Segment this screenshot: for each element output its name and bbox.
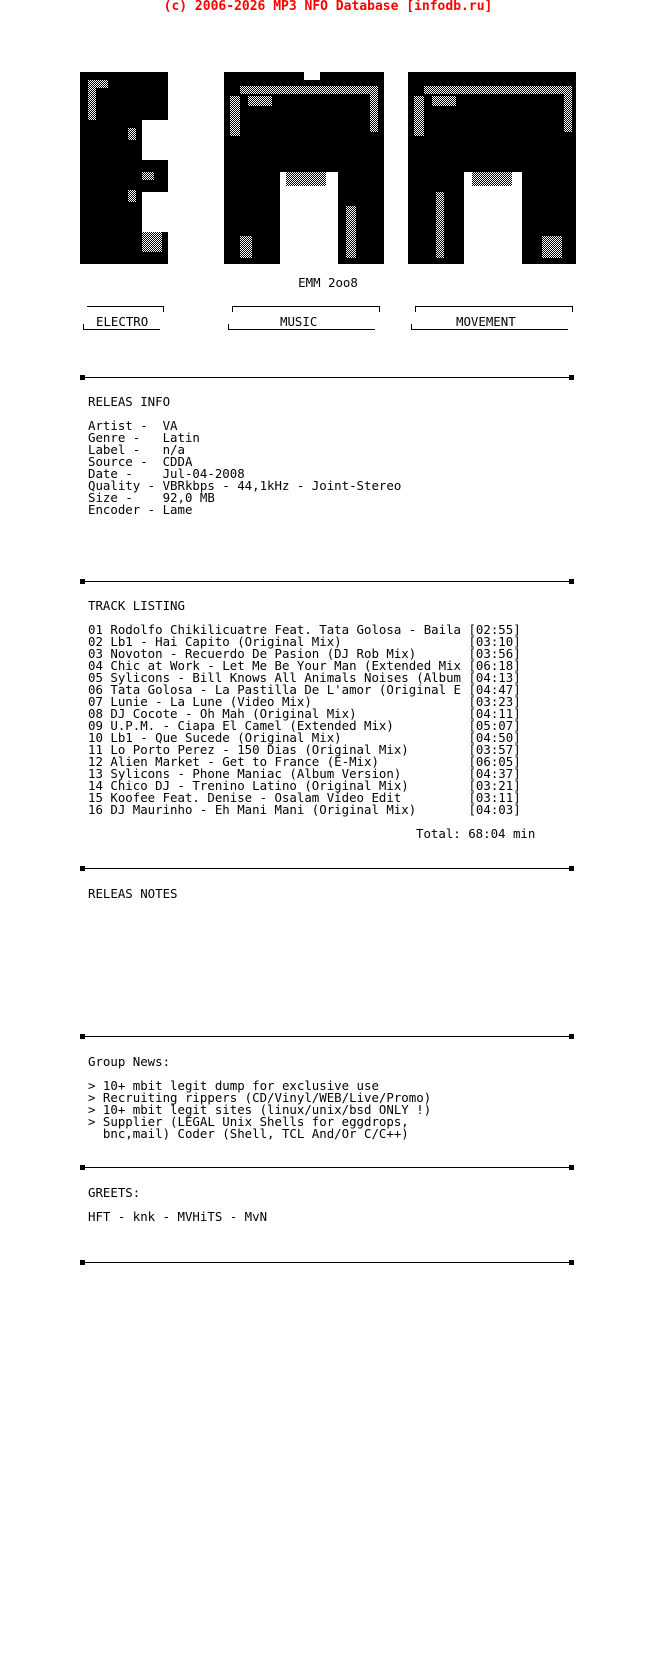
track-listing-heading: TRACK LISTING xyxy=(88,598,185,613)
tag-movement: MOVEMENT xyxy=(456,314,516,329)
track-row: 07 Lunie - La Lune (Video Mix) [03:23] xyxy=(88,694,521,709)
tag-bracket-top-2 xyxy=(232,306,380,312)
divider-4 xyxy=(82,1036,572,1037)
track-row: 04 Chic at Work - Let Me Be Your Man (Extended Mix [06:18] xyxy=(88,658,521,673)
divider-1 xyxy=(82,377,572,378)
release-info-row: Encoder - Lame xyxy=(88,502,193,517)
track-row: 01 Rodolfo Chikilicuatre Feat. Tata Golosa - Baila [02:55] xyxy=(88,622,521,637)
release-info-row: Size - 92,0 MB xyxy=(88,490,215,505)
track-row: 12 Alien Market - Get to France (E-Mix) [06:05] xyxy=(88,754,521,769)
logo-letter-m1 xyxy=(224,72,384,264)
release-info-heading: RELEAS INFO xyxy=(88,394,171,409)
tag-music: MUSIC xyxy=(280,314,318,329)
greets-line: HFT - knk - MVHiTS - MvN xyxy=(88,1209,268,1224)
logo-letter-e xyxy=(80,72,168,264)
track-row: 13 Sylicons - Phone Maniac (Album Version) [04:37] xyxy=(88,766,521,781)
news-line: > 10+ mbit legit dump for exclusive use xyxy=(88,1078,379,1093)
track-row: 08 DJ Cocote - Oh Mah (Original Mix) [04:11] xyxy=(88,706,521,721)
divider-5 xyxy=(82,1167,572,1168)
tag-electro: ELECTRO xyxy=(96,314,149,329)
news-line: > Supplier (LEGAL Unix Shells for eggdrops, xyxy=(88,1114,409,1129)
track-row: 09 U.P.M. - Ciapa El Camel (Extended Mix) [05:07] xyxy=(88,718,521,733)
group-news-lines xyxy=(88,1080,431,1140)
track-row: 06 Tata Golosa - La Pastilla De L'amor (Original E [04:47] xyxy=(88,682,521,697)
divider-2 xyxy=(82,581,572,582)
tag-bracket-bottom-1 xyxy=(83,324,160,330)
tag-bracket-top-3 xyxy=(415,306,573,312)
news-line: > Recruiting rippers (CD/Vinyl/WEB/Live/Promo) xyxy=(88,1090,432,1105)
release-info-rows xyxy=(88,420,401,516)
track-row: 10 Lb1 - Que Sucede (Original Mix) [04:50] xyxy=(88,730,521,745)
release-info-row: Artist - VA xyxy=(88,418,178,433)
emm-logo xyxy=(80,72,580,264)
news-line: > 10+ mbit legit sites (linux/unix/bsd ONLY !) xyxy=(88,1102,432,1117)
track-row: 02 Lb1 - Hai Capito (Original Mix) [03:10] xyxy=(88,634,521,649)
divider-6 xyxy=(82,1262,572,1263)
release-info-row: Date - Jul-04-2008 xyxy=(88,466,245,481)
release-info-row: Genre - Latin xyxy=(88,430,200,445)
track-row: 03 Novoton - Recuerdo De Pasion (DJ Rob Mix) [03:56] xyxy=(88,646,521,661)
release-notes-heading: RELEAS NOTES xyxy=(88,886,178,901)
track-row: 05 Sylicons - Bill Knows All Animals Noises (Album [04:13] xyxy=(88,670,521,685)
logo-letter-m2 xyxy=(408,72,576,264)
release-info-row: Source - CDDA xyxy=(88,454,193,469)
tag-bracket-top-1 xyxy=(87,306,164,312)
greets-heading: GREETS: xyxy=(88,1185,141,1200)
track-row: 15 Koofee Feat. Denise - Osalam Video Edit [03:11] xyxy=(88,790,521,805)
track-row: 14 Chico DJ - Trenino Latino (Original Mix) [03:21] xyxy=(88,778,521,793)
release-info-row: Label - n/a xyxy=(88,442,185,457)
news-line: bnc,mail) Coder (Shell, TCL And/Or C/C++) xyxy=(88,1126,409,1141)
tag-bracket-bottom-2 xyxy=(228,324,375,330)
track-row: 11 Lo Porto Perez - 150 Dias (Original Mix) [03:57] xyxy=(88,742,521,757)
tag-bracket-bottom-3 xyxy=(411,324,568,330)
total-time: Total: 68:04 min xyxy=(416,826,536,841)
site-header: (c) 2006-2026 MP3 NFO Database [infodb.ru] xyxy=(163,0,493,14)
track-list xyxy=(88,624,521,816)
group-news-heading: Group News: xyxy=(88,1054,171,1069)
divider-3 xyxy=(82,868,572,869)
track-row: 16 DJ Maurinho - Eh Mani Mani (Original Mix) [04:03] xyxy=(88,802,521,817)
logo-caption: EMM 2oo8 xyxy=(298,275,358,290)
release-info-row: Quality - VBRkbps - 44,1kHz - Joint-Stereo xyxy=(88,478,402,493)
